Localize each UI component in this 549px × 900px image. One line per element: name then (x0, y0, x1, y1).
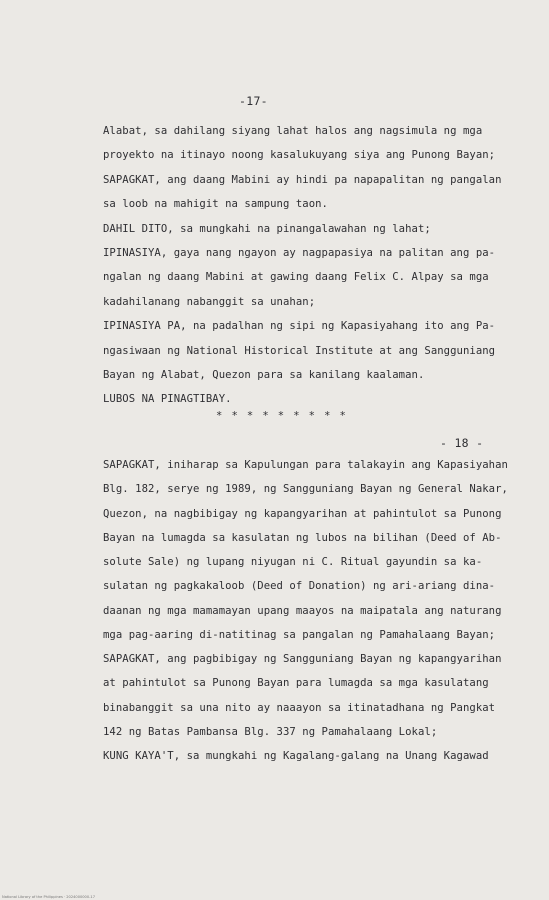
text-line: 142 ng Batas Pambansa Blg. 337 ng Pamahalaang Lokal; (103, 725, 438, 738)
archive-footer: National Library of the Philippines · 2024000000-17 (2, 895, 95, 899)
page-number-18: - 18 - (440, 436, 484, 450)
text-line: DAHIL DITO, sa mungkahi na pinangalawahan ng lahat; (103, 222, 431, 235)
section-17-text (103, 119, 502, 412)
text-line: SAPAGKAT, ang pagbibigay ng Sangguniang Bayan ng kapangyarihan (103, 653, 502, 665)
text-line: mga pag-aaring di-natitinag sa pangalan ng Pamahalaang Bayan; (103, 628, 496, 641)
text-line: ngasiwaan ng National Historical Institute at ang Sangguniang (103, 344, 496, 357)
text-line: kadahilanang nabanggit sa unahan; (103, 295, 316, 308)
section-18-text (103, 453, 508, 768)
text-line: Bayan na lumagda sa kasulatan ng lubos na bilihan (Deed of Ab- (103, 531, 502, 544)
text-line: IPINASIYA, gaya nang ngayon ay nagpapasiya na palitan ang pa- (103, 246, 496, 259)
text-line: sulatan ng pagkakaloob (Deed of Donation) ng ari-ariang dina- (103, 580, 496, 593)
text-line: LUBOS NA PINAGTIBAY. (103, 393, 232, 406)
text-line: Quezon, na nagbibigay ng kapangyarihan at pahintulot sa Punong (103, 507, 502, 520)
text-line: Blg. 182, serye ng 1989, ng Sangguniang Bayan ng General Nakar, (103, 483, 508, 496)
text-line: proyekto na itinayo noong kasalukuyang siya ang Punong Bayan; (103, 149, 496, 162)
section-separator: * * * * * * * * * (216, 410, 348, 422)
text-line: KUNG KAYA'T, sa mungkahi ng Kagalang-galang na Unang Kagawad (103, 750, 489, 762)
text-line: SAPAGKAT, ang daang Mabini ay hindi pa napapalitan ng pangalan (103, 173, 502, 186)
text-line: sa loob na mahigit na sampung taon. (103, 198, 328, 211)
text-line: binabanggit sa una nito ay naaayon sa itinatadhana ng Pangkat (103, 701, 496, 714)
text-line: solute Sale) ng lupang niyugan ni C. Ritual gayundin sa ka- (103, 556, 483, 568)
text-line: IPINASIYA PA, na padalhan ng sipi ng Kapasiyahang ito ang Pa- (103, 320, 496, 333)
text-line: Alabat, sa dahilang siyang lahat halos ang nagsimula ng mga (103, 125, 483, 137)
text-line: SAPAGKAT, iniharap sa Kapulungan para talakayin ang Kapasiyahan (103, 459, 508, 471)
text-line: Bayan ng Alabat, Quezon para sa kanilang kaalaman. (103, 368, 425, 381)
text-line: daanan ng mga mamamayan upang maayos na maipatala ang naturang (103, 604, 502, 617)
page-number-17: -17- (239, 94, 268, 108)
text-line: at pahintulot sa Punong Bayan para lumagda sa mga kasulatang (103, 677, 489, 690)
text-line: ngalan ng daang Mabini at gawing daang Felix C. Alpay sa mga (103, 271, 489, 284)
